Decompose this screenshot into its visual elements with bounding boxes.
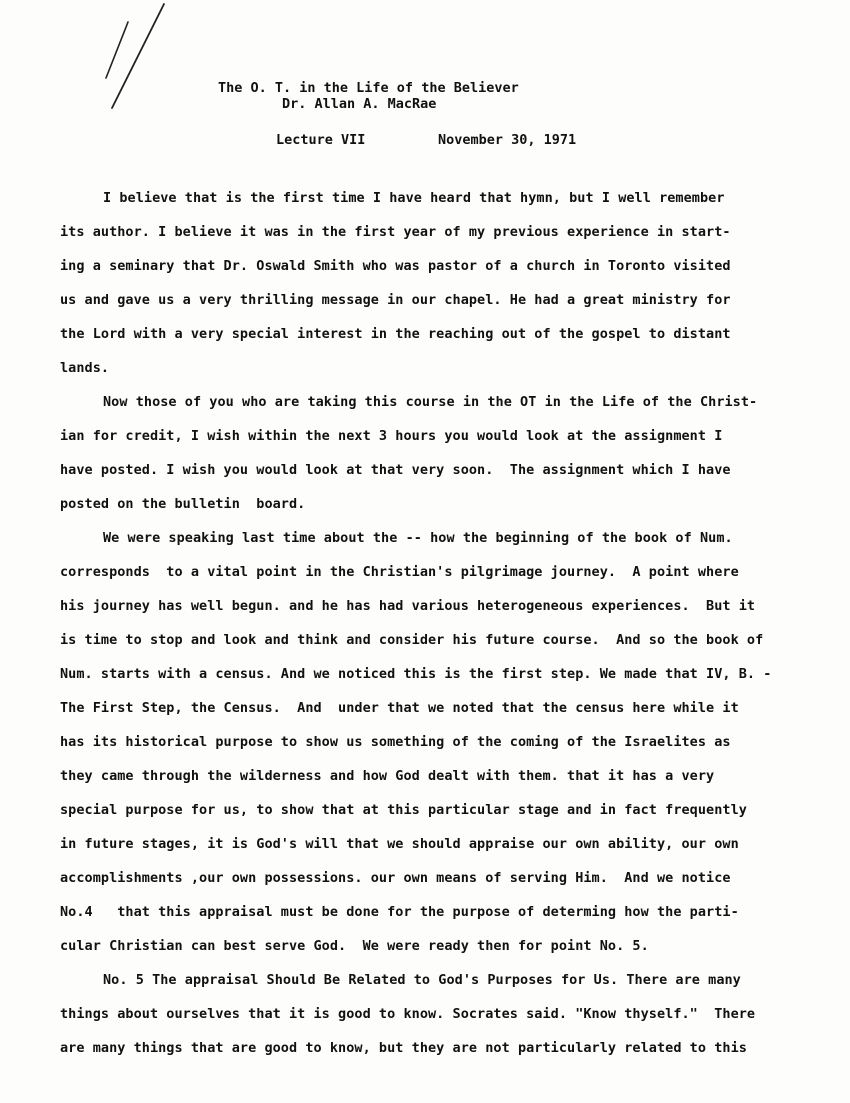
text-line: Now those of you who are taking this course in the OT in the Life of the Christ- — [103, 394, 758, 410]
text-line: they came through the wilderness and how God dealt with them. that it has a very — [60, 768, 715, 784]
lecture-number: Lecture VII — [276, 132, 366, 148]
text-line: lands. — [60, 360, 110, 376]
text-line: ian for credit, I wish within the next 3 hours you would look at the assignment I — [60, 428, 723, 444]
text-line: Num. starts with a census. And we noticed this is the first step. We made that IV, B. - — [60, 666, 772, 682]
paragraph-3 — [60, 521, 790, 963]
lecture-date: November 30, 1971 — [438, 132, 577, 148]
paragraph-2 — [60, 385, 790, 521]
text-line: No.4 that this appraisal must be done for the purpose of determing how the parti- — [60, 904, 739, 920]
handwritten-marks — [92, 0, 182, 120]
text-line: We were speaking last time about the -- how the beginning of the book of Num. — [103, 530, 733, 546]
paragraph-1 — [60, 181, 790, 385]
text-line: The First Step, the Census. And under that we noted that the census here while it — [60, 700, 739, 716]
text-line: No. 5 The appraisal Should Be Related to God's Purposes for Us. There are many — [103, 972, 741, 988]
text-line: has its historical purpose to show us something of the coming of the Israelites as — [60, 734, 731, 750]
text-line: special purpose for us, to show that at this particular stage and in fact frequently — [60, 802, 747, 818]
document-author: Dr. Allan A. MacRae — [282, 96, 437, 112]
text-line: us and gave us a very thrilling message in our chapel. He had a great ministry for — [60, 292, 731, 308]
text-line: in future stages, it is God's will that we should appraise our own ability, our own — [60, 836, 739, 852]
text-line: things about ourselves that it is good to know. Socrates said. "Know thyself." There — [60, 1006, 756, 1022]
text-line: accomplishments ,our own possessions. our own means of serving Him. And we notice — [60, 870, 731, 886]
text-line: the Lord with a very special interest in the reaching out of the gospel to distant — [60, 326, 731, 342]
text-line: are many things that are good to know, but they are not particularly related to this — [60, 1040, 747, 1056]
text-line: is time to stop and look and think and consider his future course. And so the book of — [60, 632, 764, 648]
text-line: have posted. I wish you would look at that very soon. The assignment which I have — [60, 462, 731, 478]
text-line: corresponds to a vital point in the Christian's pilgrimage journey. A point where — [60, 564, 739, 580]
text-line: its author. I believe it was in the first year of my previous experience in start- — [60, 224, 731, 240]
text-line: posted on the bulletin board. — [60, 496, 306, 512]
text-line: his journey has well begun. and he has had various heterogeneous experiences. But it — [60, 598, 756, 614]
document-title: The O. T. in the Life of the Believer — [218, 80, 519, 96]
document-body — [60, 181, 790, 1065]
text-line: I believe that is the first time I have heard that hymn, but I well remember — [103, 190, 725, 206]
text-line: ing a seminary that Dr. Oswald Smith who was pastor of a church in Toronto visited — [60, 258, 731, 274]
paragraph-4 — [60, 963, 790, 1065]
text-line: cular Christian can best serve God. We were ready then for point No. 5. — [60, 938, 649, 954]
